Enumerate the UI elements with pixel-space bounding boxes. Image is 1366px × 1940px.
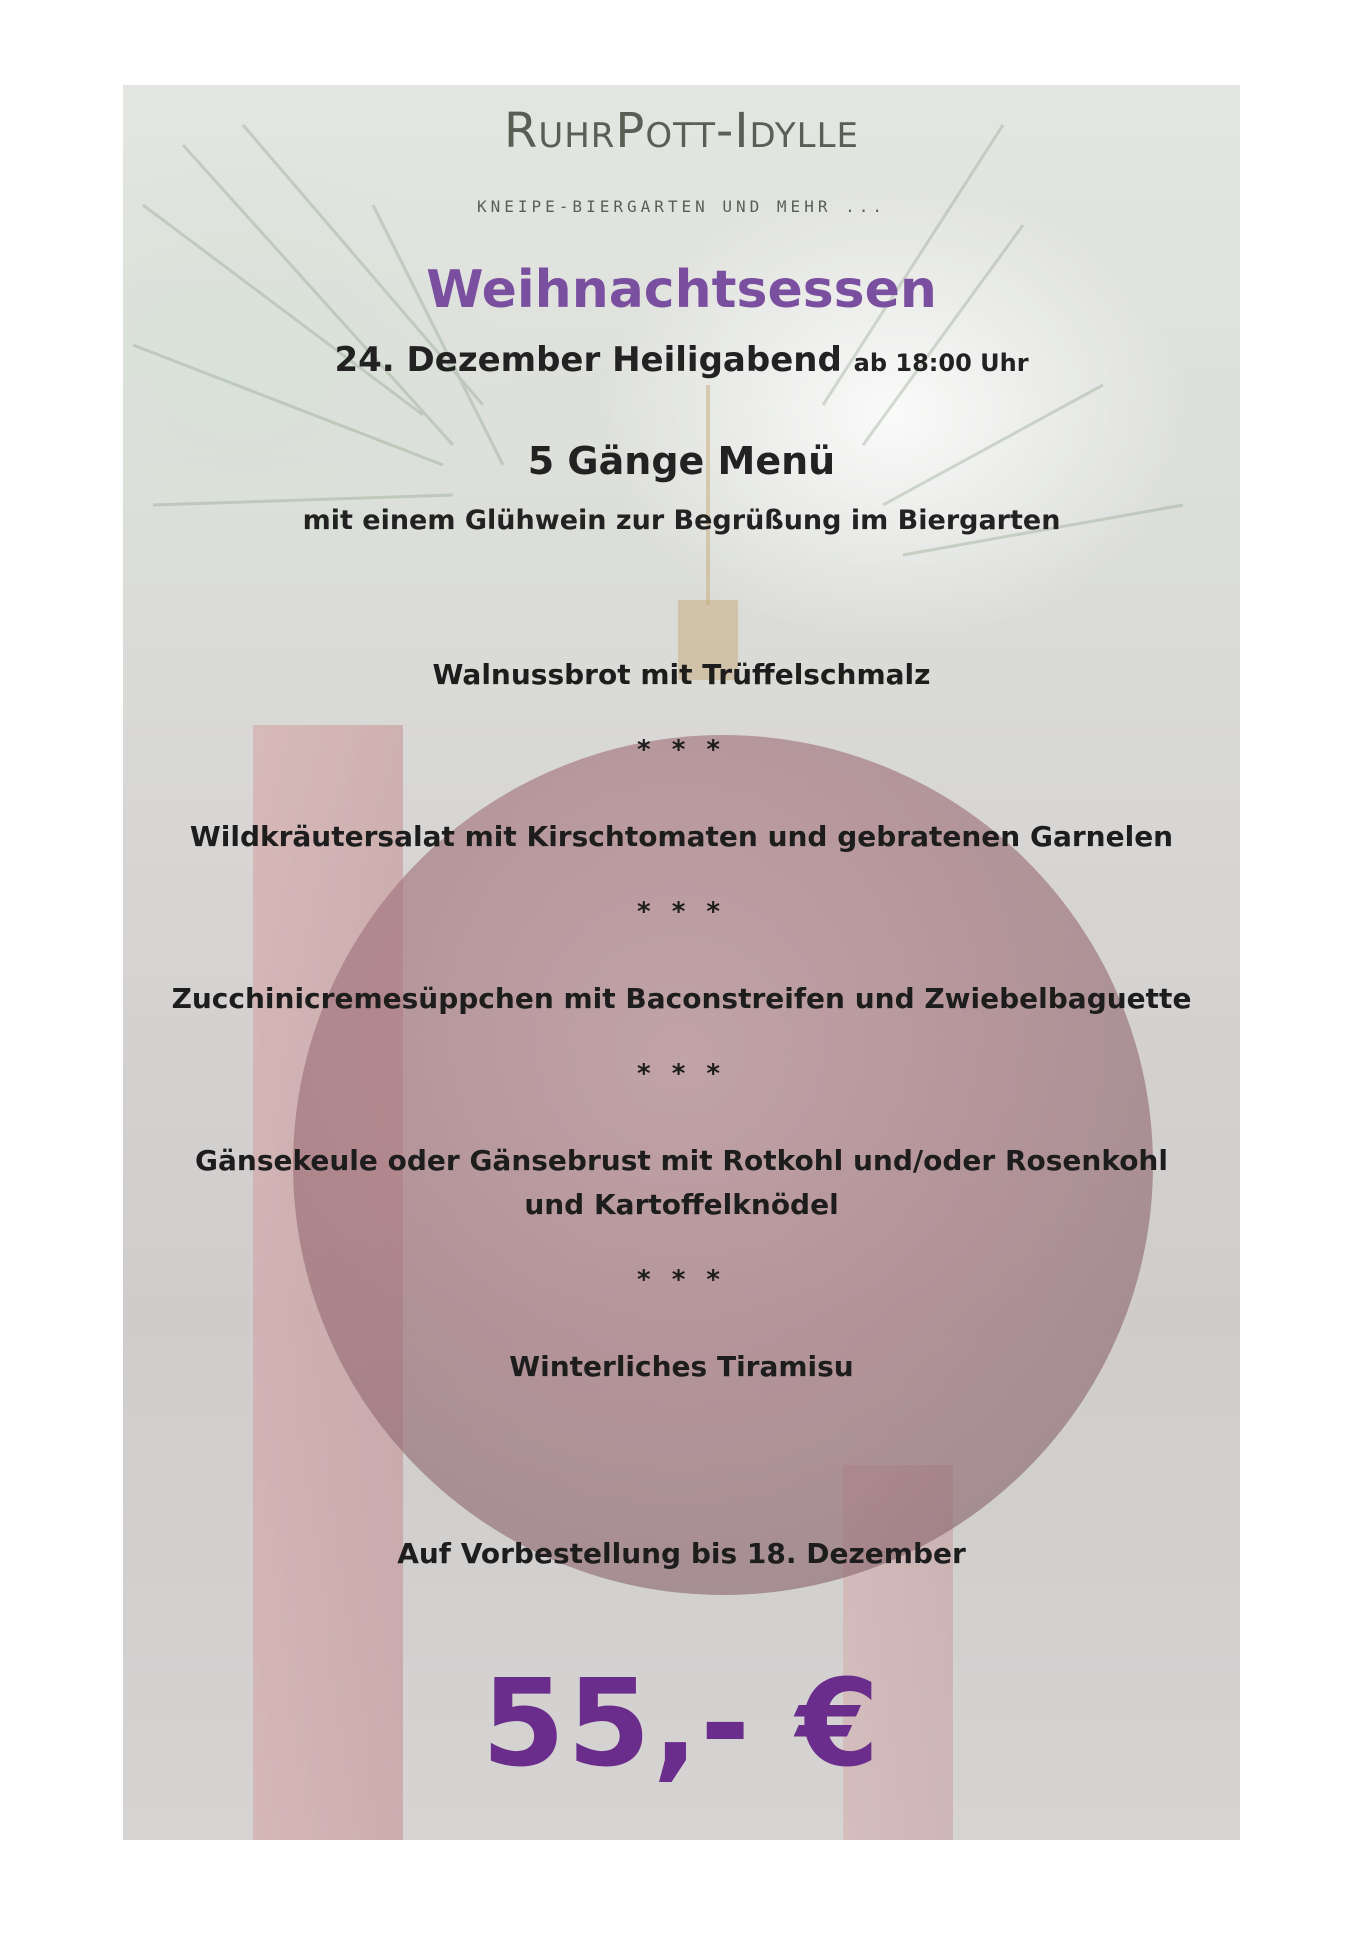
course-separator: * * * [637, 1265, 726, 1295]
logo-name: RuhrPott-Idylle [503, 103, 859, 159]
course-1: Walnussbrot mit Trüffelschmalz [432, 658, 931, 691]
course-4-continued: und Kartoffelknödel [524, 1188, 839, 1221]
logo-tagline: KNEIPE-BIERGARTEN UND MEHR ... [477, 197, 886, 216]
menu-heading: 5 Gänge Menü [527, 439, 836, 483]
course-5: Winterliches Tiramisu [509, 1350, 854, 1383]
poster-content [123, 85, 1240, 1840]
course-4: Gänsekeule oder Gänsebrust mit Rotkohl und/oder Rosenkohl [195, 1144, 1168, 1177]
event-date-line [123, 340, 1240, 380]
event-title: Weihnachtsessen [426, 260, 937, 320]
order-note: Auf Vorbestellung bis 18. Dezember [397, 1537, 966, 1570]
menu-poster [123, 85, 1240, 1840]
course-separator: * * * [637, 735, 726, 765]
course-3: Zucchinicremesüppchen mit Baconstreifen und Zwiebelbaguette [171, 982, 1192, 1015]
course-separator: * * * [637, 897, 726, 927]
course-separator: * * * [637, 1059, 726, 1089]
course-2: Wildkräutersalat mit Kirschtomaten und gebratenen Garnelen [189, 820, 1174, 853]
price: 55,- € [481, 1655, 882, 1794]
event-date: 24. Dezember Heiligabend [334, 340, 842, 380]
event-time: ab 18:00 Uhr [853, 349, 1029, 377]
menu-intro: mit einem Glühwein zur Begrüßung im Biergarten [302, 505, 1061, 536]
